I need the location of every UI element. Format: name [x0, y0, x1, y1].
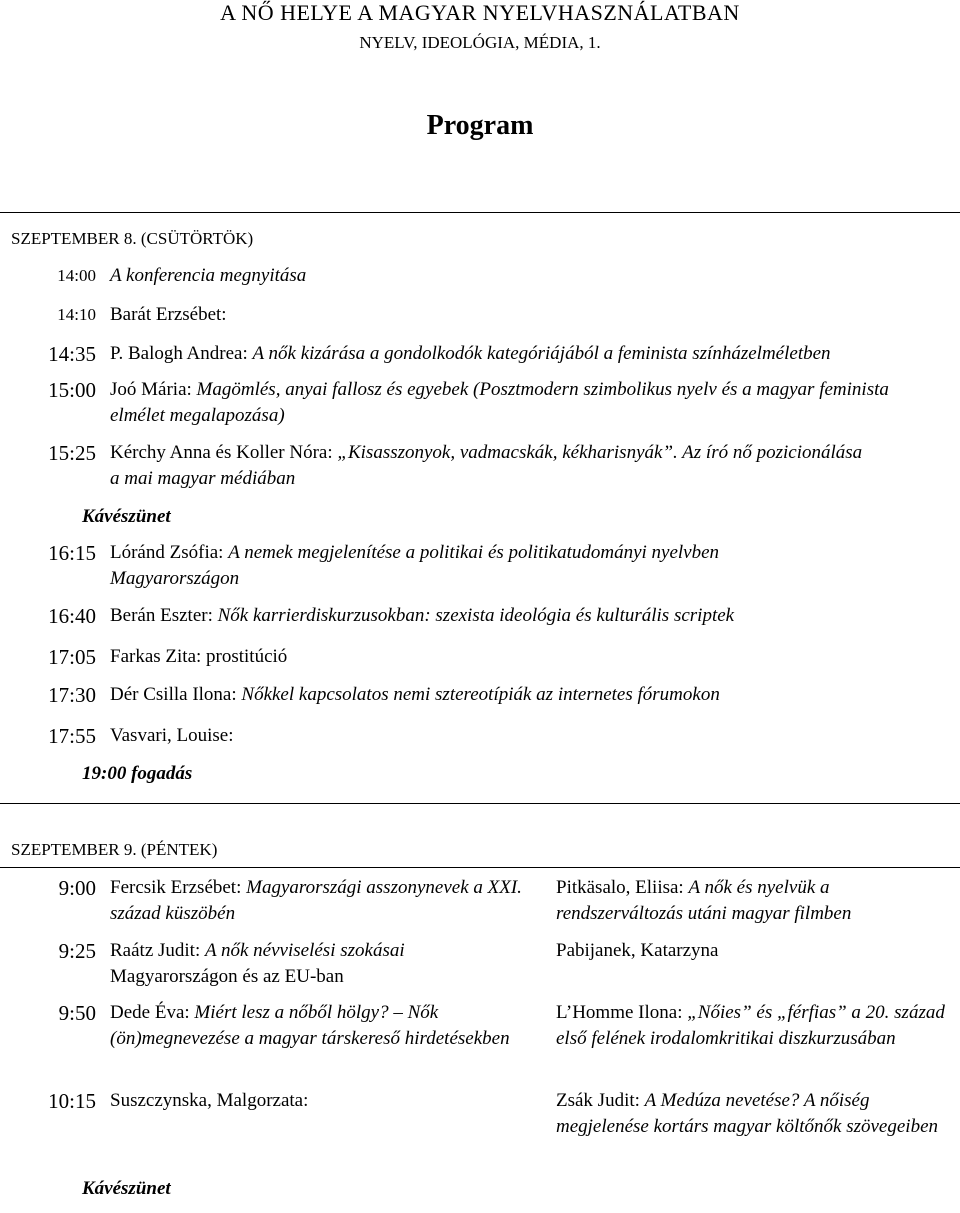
session-speaker: Pitkäsalo, Eliisa:	[556, 877, 684, 898]
session-title: A nők és nyelvük a rendszerváltozás utáni magyar filmben	[556, 877, 852, 924]
session-entry-right	[556, 875, 951, 927]
divider	[0, 212, 960, 213]
session-speaker: Zsák Judit:	[556, 1090, 640, 1111]
coffee-break-label: Kávészünet	[82, 506, 171, 527]
session-speaker: Farkas Zita:	[110, 646, 202, 667]
conference-title: A NŐ HELYE A MAGYAR NYELVHASZNÁLATBAN	[220, 0, 740, 25]
conference-subtitle: NYELV, IDEOLÓGIA, MÉDIA, 1.	[359, 33, 601, 52]
divider	[0, 867, 960, 868]
session-speaker: Barát Erzsébet:	[110, 304, 227, 325]
session-speaker: Dede Éva:	[110, 1002, 190, 1023]
session-time: 17:55	[48, 724, 96, 748]
divider	[0, 803, 960, 804]
session-speaker: Suszczynska, Malgorzata:	[110, 1090, 309, 1111]
session-speaker: Fercsik Erzsébet:	[110, 877, 242, 898]
session-speaker: Kérchy Anna és Koller Nóra:	[110, 442, 333, 463]
session-entry-right	[556, 1000, 951, 1052]
session-time: 15:00	[48, 378, 96, 402]
session-entry	[110, 682, 945, 708]
session-title: Nők karrierdiskurzusokban: szexista ideológia és kulturális scriptek	[217, 605, 735, 626]
session-speaker: L’Homme Ilona:	[556, 1002, 683, 1023]
session-topic: prostitúció	[206, 646, 288, 667]
session-speaker: P. Balogh Andrea:	[110, 343, 248, 364]
session-entry-left	[110, 875, 546, 927]
session-speaker: Berán Eszter:	[110, 605, 213, 626]
session-entry	[110, 540, 830, 592]
session-title: A nemek megjelenítése a politikai és politikatudományi nyelvben Magyarországon	[110, 542, 720, 589]
session-time: 17:30	[48, 683, 96, 707]
session-speaker: Raátz Judit:	[110, 940, 201, 961]
session-speaker: Dér Csilla Ilona:	[110, 684, 237, 705]
session-time: 15:25	[48, 441, 96, 465]
day2-heading: SZEPTEMBER 9. (PÉNTEK)	[11, 840, 218, 859]
session-title: Miért lesz a nőből hölgy? – Nők (ön)megnevezése a magyar társkereső hirdetésekben	[110, 1002, 510, 1049]
session-entry	[110, 440, 870, 492]
session-title: „Nőies” és „férfias” a 20. század első felének irodalomkritikai diszkurzusában	[556, 1002, 945, 1049]
session-entry	[110, 263, 945, 289]
session-title: Nőkkel kapcsolatos nemi sztereotípiák az internetes fórumokon	[241, 684, 720, 705]
reception-label: 19:00 fogadás	[82, 763, 193, 784]
session-topic: Magyarországon és az EU-ban	[110, 966, 344, 987]
session-speaker: Vasvari, Louise:	[110, 725, 234, 746]
session-entry	[110, 603, 945, 629]
session-time: 14:10	[57, 305, 96, 324]
coffee-break-label: Kávészünet	[82, 1178, 171, 1199]
session-speaker: Lóránd Zsófia:	[110, 542, 224, 563]
session-time: 14:00	[57, 266, 96, 285]
session-title: Magömlés, anyai fallosz és egyebek (Posztmodern szimbolikus nyelv és a magyar feminista elmélet megalapozása)	[110, 379, 889, 426]
session-title: „Kisasszonyok, vadmacskák, kékharisnyák”. Az író nő pozicionálása a mai magyar médiában	[110, 442, 863, 489]
session-title: A nők névviselési szokásai	[204, 940, 405, 961]
session-entry	[110, 644, 945, 670]
session-speaker: Joó Mária:	[110, 379, 192, 400]
session-entry-left	[110, 1000, 510, 1052]
session-entry-left	[110, 1088, 546, 1114]
day1-heading: SZEPTEMBER 8. (CSÜTÖRTÖK)	[11, 229, 254, 248]
session-time: 9:25	[58, 939, 96, 963]
session-time: 17:05	[48, 645, 96, 669]
session-time: 14:35	[48, 342, 96, 366]
session-time: 9:00	[58, 876, 96, 900]
session-entry	[110, 723, 945, 749]
session-entry-left	[110, 938, 546, 990]
program-heading: Program	[426, 110, 534, 141]
session-speaker: Pabijanek, Katarzyna	[556, 940, 719, 961]
session-time: 16:15	[48, 541, 96, 565]
session-entry	[110, 302, 945, 328]
session-title: A nők kizárása a gondolkodók kategóriájából a feminista színházelméletben	[252, 343, 831, 364]
session-entry-right	[556, 1088, 951, 1140]
session-title: A konferencia megnyitása	[110, 265, 307, 286]
session-entry	[110, 377, 940, 429]
session-entry-right	[556, 938, 951, 964]
session-time: 10:15	[48, 1089, 96, 1113]
session-time: 9:50	[58, 1001, 96, 1025]
session-title: Magyarországi asszonynevek a XXI. század küszöbén	[110, 877, 522, 924]
session-entry	[110, 341, 945, 367]
session-title: A Medúza nevetése? A nőiség megjelenése kortárs magyar költőnők szövegeiben	[556, 1090, 939, 1137]
session-time: 16:40	[48, 604, 96, 628]
